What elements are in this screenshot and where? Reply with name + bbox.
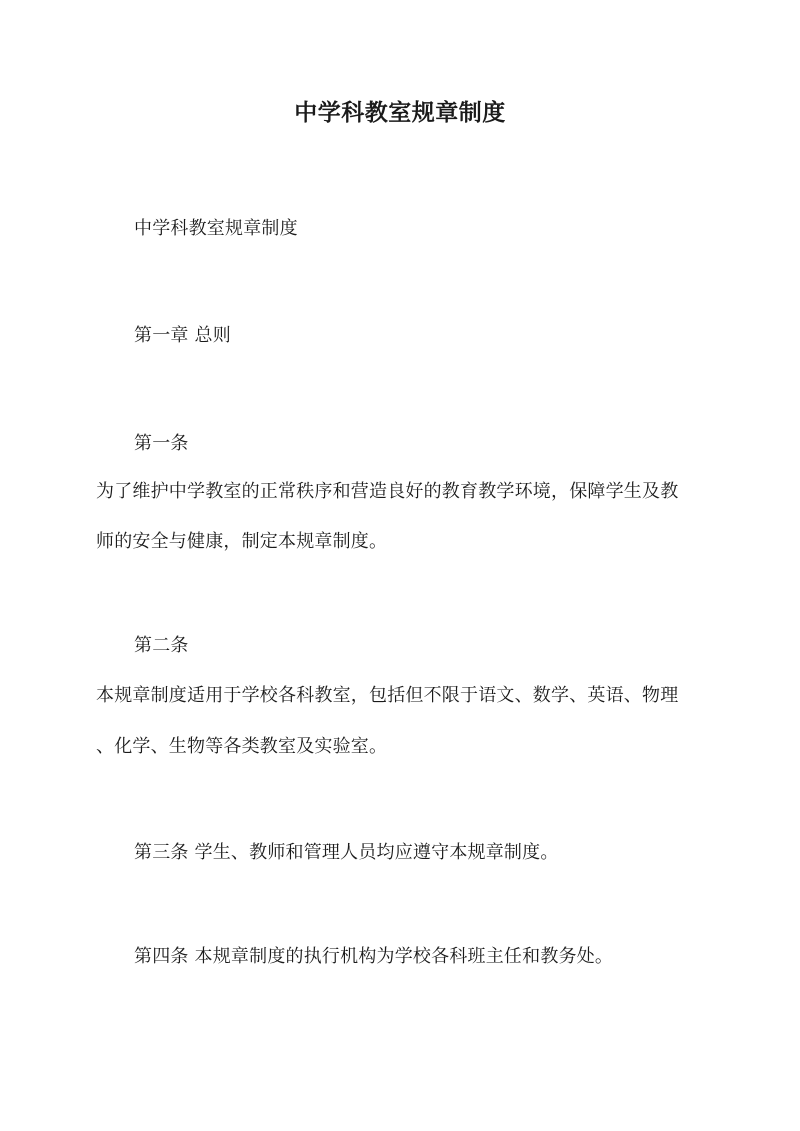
- article-1-line-1: 为了维护中学教室的正常秩序和营造良好的教育教学环境，保障学生及教: [96, 481, 679, 502]
- article-3: 第三条 学生、教师和管理人员均应遵守本规章制度。: [134, 842, 559, 863]
- document-subtitle: 中学科教室规章制度: [134, 218, 298, 239]
- article-2-line-1: 本规章制度适用于学校各科教室，包括但不限于语文、数学、英语、物理: [96, 685, 679, 706]
- article-1-heading: 第一条: [134, 433, 189, 454]
- article-2-line-2: 、化学、生物等各类教室及实验室。: [96, 736, 388, 757]
- article-1-line-2: 师的安全与健康，制定本规章制度。: [96, 531, 388, 552]
- article-2-heading: 第二条: [134, 635, 189, 656]
- chapter-heading: 第一章 总则: [134, 325, 231, 346]
- document-title: 中学科教室规章制度: [294, 99, 506, 126]
- article-4: 第四条 本规章制度的执行机构为学校各科班主任和教务处。: [134, 946, 614, 967]
